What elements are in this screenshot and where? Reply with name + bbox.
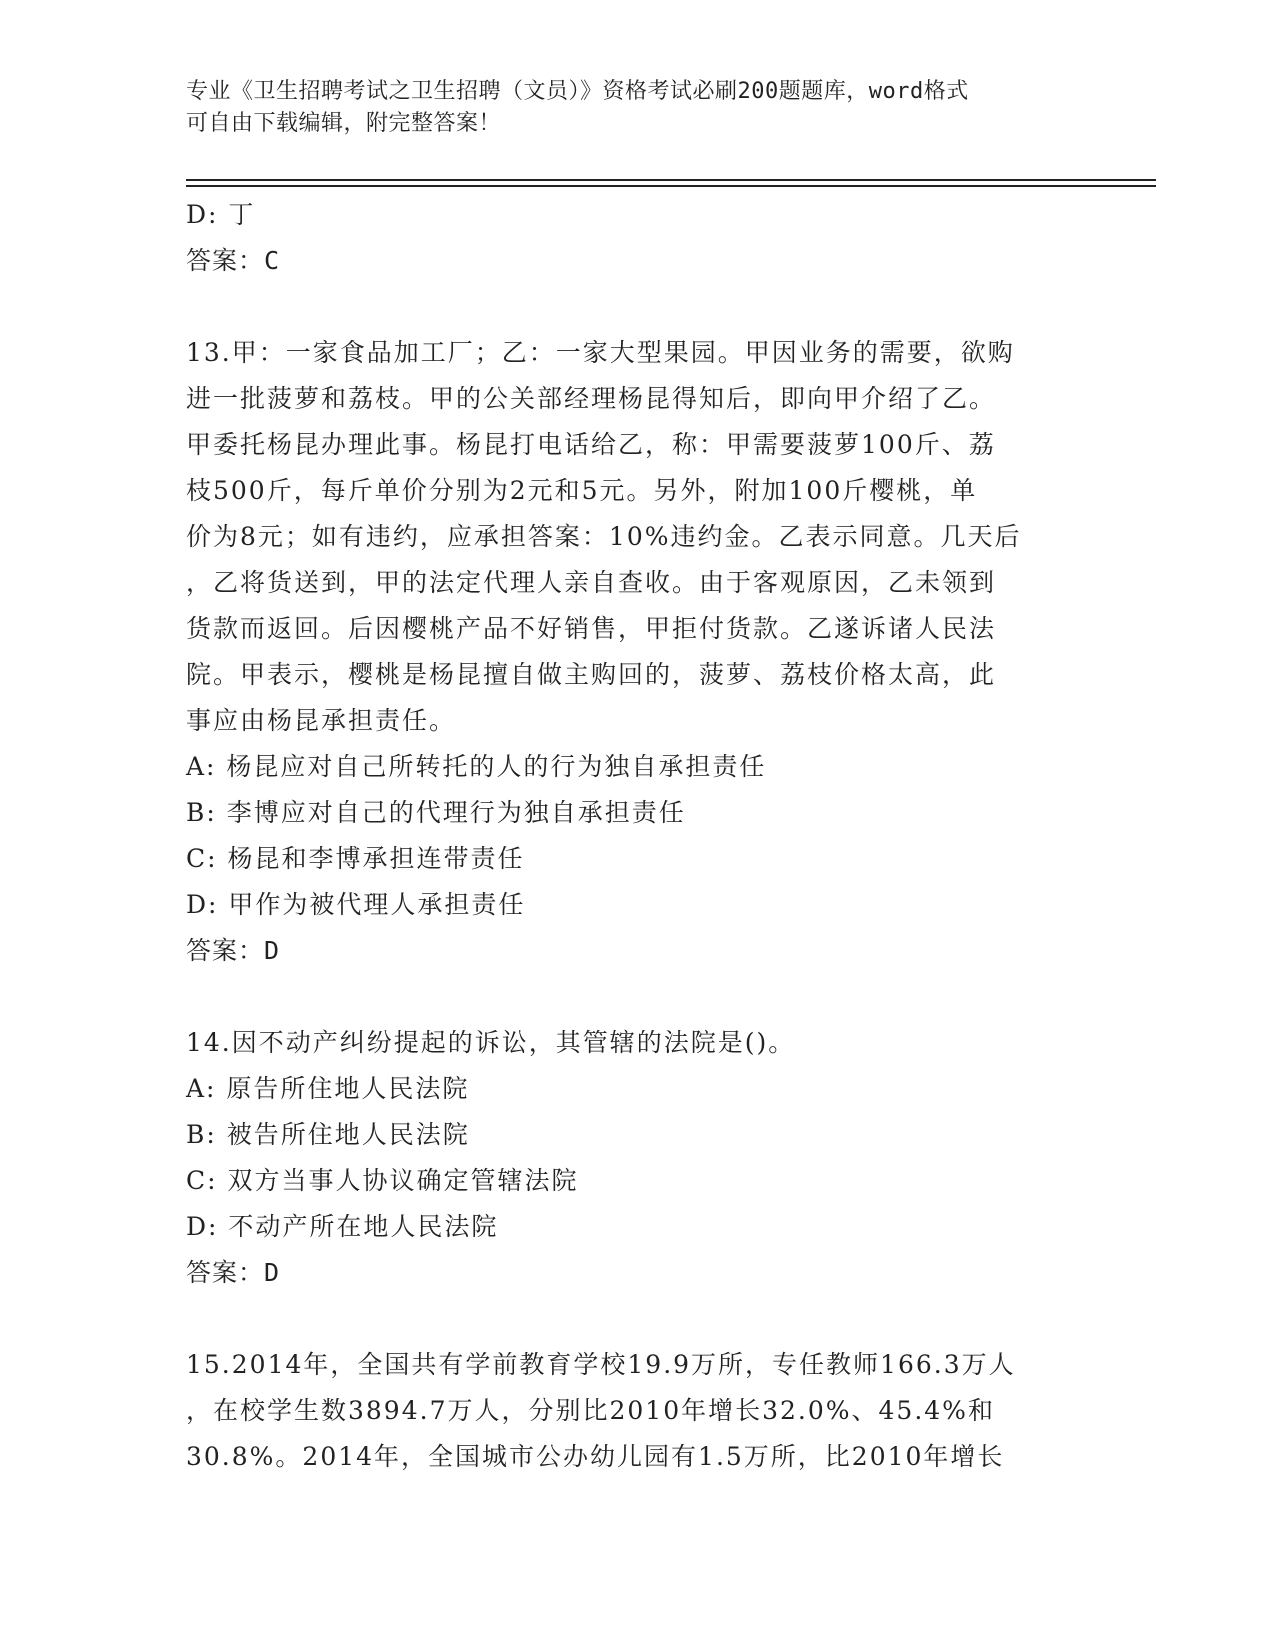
answer-line: 答案：D [186, 1258, 281, 1287]
question-15 [186, 1342, 1066, 1480]
option-c: C: 杨昆和李博承担连带责任 [186, 844, 525, 873]
question-text-line: 事应由杨昆承担责任。 [186, 706, 457, 735]
page-header [186, 76, 1066, 140]
option-b: B: 李博应对自己的代理行为独自承担责任 [186, 798, 686, 827]
option-d: D: 不动产所在地人民法院 [186, 1212, 499, 1241]
header-rule-bottom [186, 185, 1156, 187]
question-text-line: ，在校学生数3894.7万人，分别比2010年增长32.0%、45.4%和 [186, 1396, 995, 1425]
question-gap [186, 974, 1066, 1020]
prev-answer: 答案：C [186, 246, 281, 275]
question-text-line: 14.因不动产纠纷提起的诉讼，其管辖的法院是()。 [186, 1028, 796, 1057]
prev-option-d: D: 丁 [186, 200, 256, 229]
option-a: A: 杨昆应对自己所转托的人的行为独自承担责任 [186, 752, 767, 781]
question-text-line: ，乙将货送到，甲的法定代理人亲自查收。由于客观原因，乙未领到 [186, 568, 997, 597]
question-text-line: 价为8元；如有违约，应承担答案：10%违约金。乙表示同意。几天后 [186, 522, 1022, 551]
question-text-line: 甲委托杨昆办理此事。杨昆打电话给乙，称：甲需要菠萝100斤、荔 [186, 430, 996, 459]
document-body [186, 192, 1066, 1480]
question-text-line: 货款而返回。后因樱桃产品不好销售，甲拒付货款。乙遂诉诸人民法 [186, 614, 997, 643]
option-b: B: 被告所住地人民法院 [186, 1120, 470, 1149]
option-c: C: 双方当事人协议确定管辖法院 [186, 1166, 579, 1195]
question-gap [186, 284, 1066, 330]
header-line: 专业《卫生招聘考试之卫生招聘（文员）》资格考试必刷200题题库，word格式 [186, 79, 969, 104]
option-d: D: 甲作为被代理人承担责任 [186, 890, 526, 919]
question-text-line: 进一批菠萝和荔枝。甲的公关部经理杨昆得知后，即向甲介绍了乙。 [186, 384, 997, 413]
answer-line: 答案：D [186, 936, 281, 965]
question-text-line: 15.2014年，全国共有学前教育学校19.9万所，专任教师166.3万人 [186, 1350, 1016, 1379]
header-rule-top [186, 179, 1156, 181]
question-text-line: 13.甲：一家食品加工厂；乙：一家大型果园。甲因业务的需要，欲购 [186, 338, 1015, 367]
header-line: 可自由下载编辑，附完整答案！ [186, 111, 502, 136]
question-13 [186, 330, 1066, 974]
question-14 [186, 1020, 1066, 1296]
question-gap [186, 1296, 1066, 1342]
option-a: A: 原告所住地人民法院 [186, 1074, 470, 1103]
question-text-line: 枝500斤，每斤单价分别为2元和5元。另外，附加100斤樱桃，单 [186, 476, 978, 505]
question-text-line: 院。甲表示，樱桃是杨昆擅自做主购回的，菠萝、荔枝价格太高，此 [186, 660, 997, 689]
question-text-line: 30.8%。2014年，全国城市公办幼儿园有1.5万所，比2010年增长 [186, 1442, 1005, 1471]
